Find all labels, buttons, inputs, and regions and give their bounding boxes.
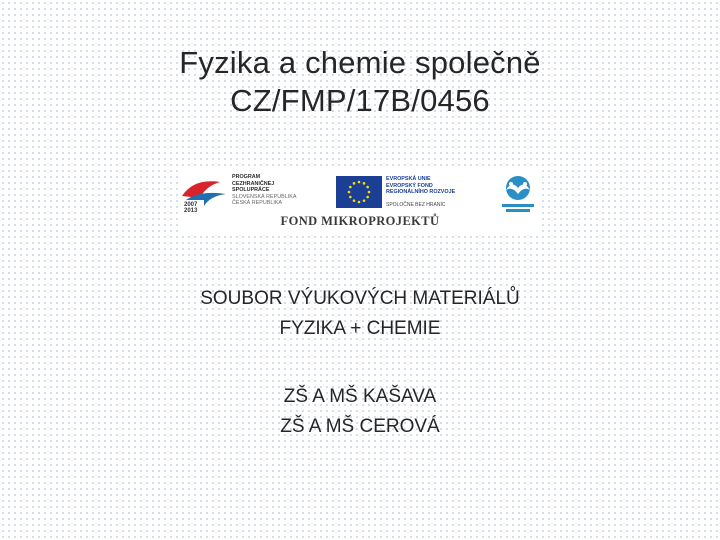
- eu-star-icon: [366, 196, 369, 199]
- program-logo: [180, 174, 330, 218]
- eu-star-icon: [353, 182, 356, 185]
- eu-star-icon: [363, 199, 366, 202]
- eu-logo: [336, 174, 488, 218]
- slide-subtitle: [0, 284, 720, 442]
- fond-mikroprojektu-text: FOND MIKROPROJEKTŮ: [280, 214, 440, 228]
- eu-star-icon: [363, 182, 366, 185]
- eu-star-icon: [366, 186, 369, 189]
- partner-logo-icon: [496, 172, 540, 218]
- eu-star-icon: [353, 199, 356, 202]
- title-line-2: CZ/FMP/17B/0456: [230, 83, 490, 118]
- school-line-2: ZŠ A MŠ CEROVÁ: [280, 416, 440, 437]
- logo-banner: [178, 170, 542, 234]
- eu-motto: SPOLOČNE BEZ HRANÍC: [386, 202, 446, 208]
- title-line-1: Fyzika a chemie společně: [179, 45, 541, 80]
- eu-flag-icon: [336, 176, 382, 208]
- eu-star-icon: [349, 196, 352, 199]
- program-logo-text: PROGRAM CEZHRANIČNEJ SPOLUPRÁCE SLOVENSKÁ REPUBLIKA ČESKÁ REPUBLIKA: [232, 174, 297, 207]
- materials-line-2: FYZIKA + CHEMIE: [279, 318, 441, 339]
- school-line-1: ZŠ A MŠ KAŠAVA: [283, 386, 437, 407]
- slide-title: [0, 44, 720, 120]
- eu-star-icon: [348, 191, 351, 194]
- eu-star-icon: [368, 191, 371, 194]
- materials-line-1: SOUBOR VÝUKOVÝCH MATERIÁLŮ: [200, 288, 520, 309]
- eu-logo-text: EVROPSKÁ UNIE EVROPSKÝ FOND REGIONÁLNÍHO ROZVOJE: [386, 176, 456, 196]
- eu-star-icon: [358, 181, 361, 184]
- eu-star-icon: [358, 201, 361, 204]
- program-years: 2007 2013: [184, 202, 198, 214]
- eu-star-icon: [349, 186, 352, 189]
